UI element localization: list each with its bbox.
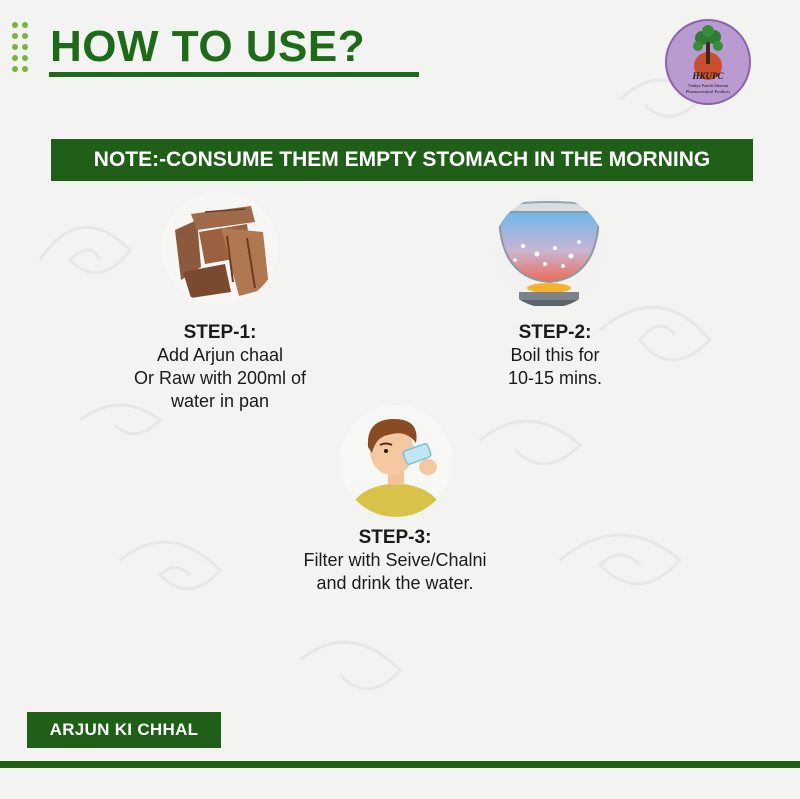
step-1-line: Or Raw with 200ml of [133,368,307,388]
logo-name: HKUPC [692,71,724,81]
step-2-image [493,196,605,308]
tree-on-globe-logo [664,18,752,106]
footer-divider [0,761,800,768]
step-1-line: Add Arjun chaal [156,345,284,365]
logo-subline-2: Pharmaceutical Products [685,89,731,94]
logo-subline-1: Vaidya Pandit Sharma [688,83,728,88]
step-3-text [270,526,520,595]
step-3-line: and drink the water. [316,573,474,593]
step-3-image [340,405,452,517]
step-1-heading: STEP-1: [183,322,257,343]
step-1-text [120,321,320,413]
step-1-image [161,192,278,304]
step-2-heading: STEP-2: [518,322,592,343]
step-2-line: 10-15 mins. [507,368,603,388]
step-2-text [455,321,655,390]
product-name-label: ARJUN KI CHHAL [27,712,221,748]
arjun-bark-chunks-icon [161,192,278,304]
boiling-water-pot-icon [493,196,605,308]
decorative-dots [12,22,32,80]
man-drinking-water-icon [340,405,452,517]
step-3-line: Filter with Seive/Chalni [303,550,487,570]
step-3-heading: STEP-3: [358,527,432,548]
title-underline [49,72,419,77]
note-banner: NOTE:-CONSUME THEM EMPTY STOMACH IN THE MORNING [51,139,753,181]
step-1-line: water in pan [170,391,270,411]
page-title: HOW TO USE? [50,22,366,71]
step-2-line: Boil this for [510,345,600,365]
